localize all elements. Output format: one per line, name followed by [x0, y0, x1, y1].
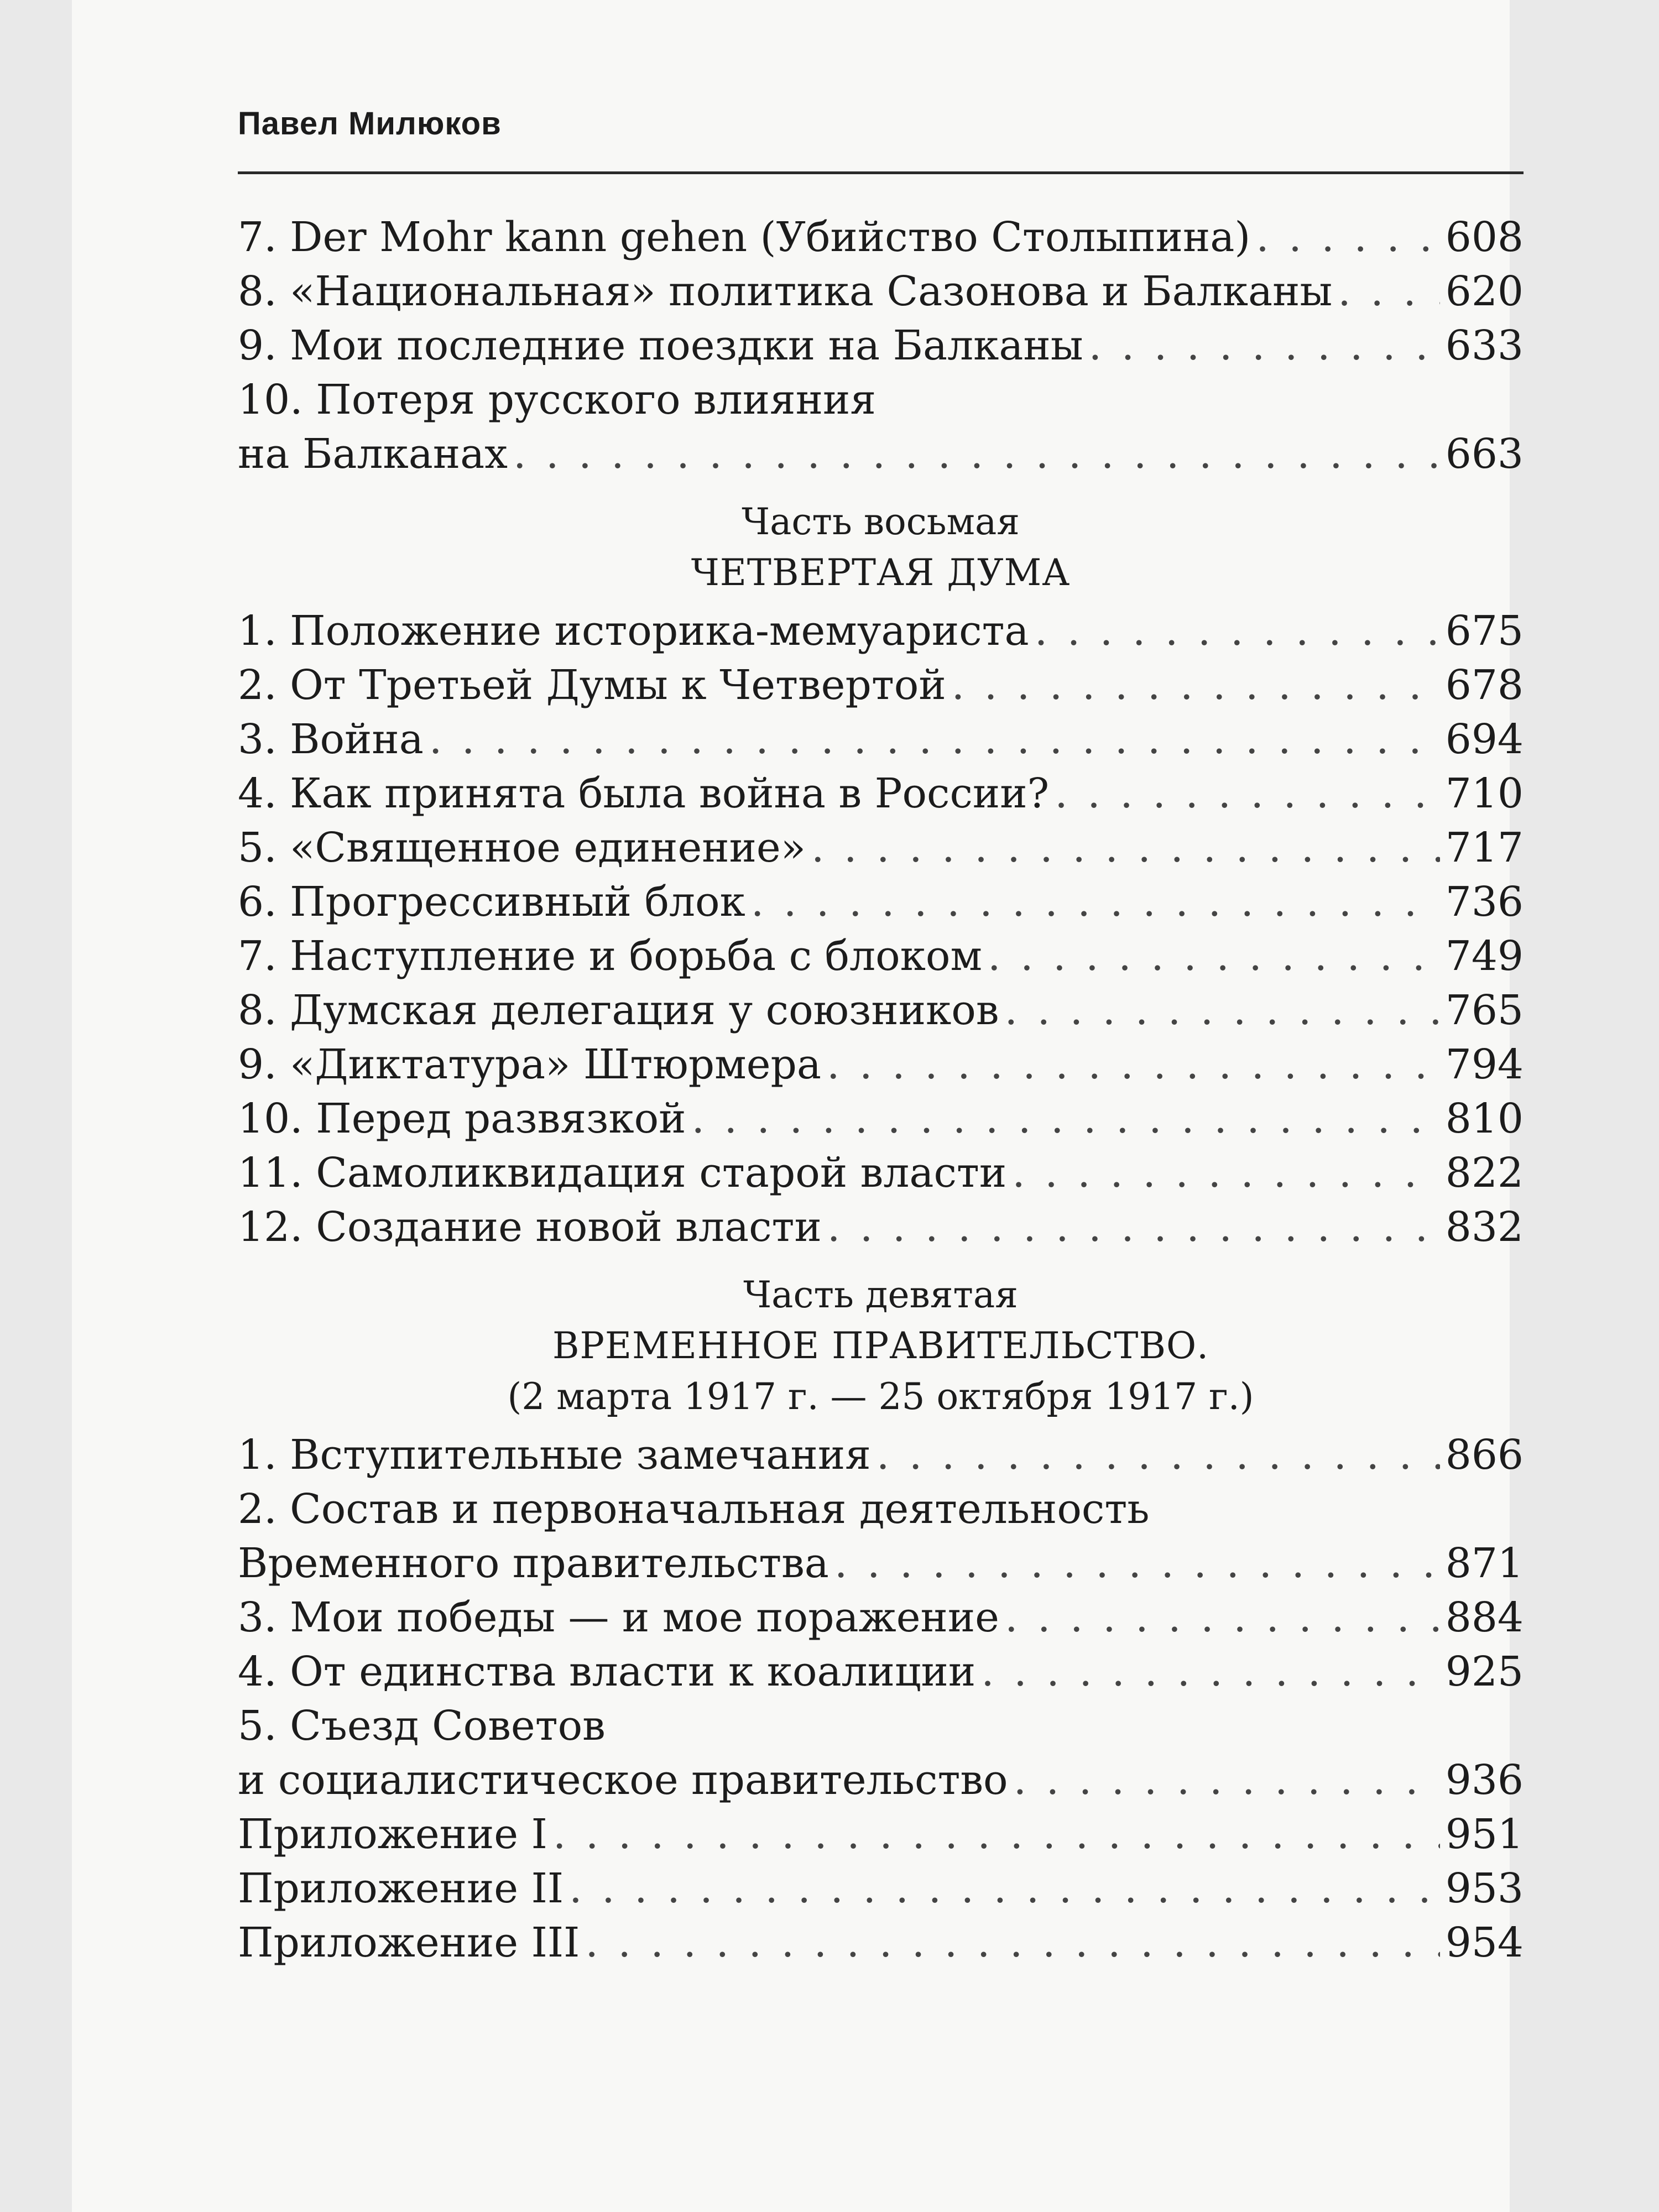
toc-entry-line2 [238, 1536, 1524, 1590]
toc-entry-appendix [238, 1861, 1524, 1916]
toc-entry-title: 12. Создание новой власти [238, 1203, 822, 1251]
toc-leader [827, 1037, 1440, 1092]
toc-entry-title-line2: на Балканах [238, 430, 508, 478]
toc-entry-page: 694 [1445, 716, 1524, 763]
toc-leader [1014, 1753, 1440, 1807]
toc-entry-title: 11. Самоликвидация старой власти [238, 1149, 1007, 1197]
toc-entry [238, 929, 1524, 983]
toc-entry-line2 [238, 1753, 1524, 1807]
toc-entry-page: 936 [1445, 1756, 1524, 1804]
toc-entry [238, 1037, 1524, 1092]
toc-entry-page: 663 [1445, 430, 1524, 478]
toc-entry-title: 1. Положение историка-мемуариста [238, 607, 1029, 655]
toc-leader [569, 1861, 1440, 1916]
part-label: Часть восьмая [742, 500, 1020, 543]
toc-entry [238, 264, 1524, 319]
toc-entry-page: 866 [1445, 1431, 1524, 1479]
toc-entry [238, 766, 1524, 821]
toc-entry-title: 4. Как принята была война в России? [238, 770, 1050, 817]
toc-entry-title: Приложение III [238, 1919, 580, 1966]
toc-entry-page: 675 [1445, 607, 1524, 655]
toc-entry [238, 1590, 1524, 1645]
toc-entry-multiline [238, 373, 1524, 481]
toc-leader [1338, 264, 1439, 319]
toc-entry-title: 3. Война [238, 716, 424, 763]
table-of-contents [238, 210, 1524, 1970]
toc-entry [238, 712, 1524, 766]
toc-entry-title-line2: и социалистическое правительство [238, 1756, 1008, 1804]
toc-leader [751, 875, 1440, 929]
toc-entry-page: 953 [1445, 1865, 1524, 1912]
running-header-author: Павел Милюков [238, 106, 502, 142]
toc-leader [877, 1428, 1440, 1482]
toc-leader [827, 1200, 1440, 1254]
toc-entry-title: 8. «Национальная» политика Сазонова и Балканы [238, 268, 1333, 315]
toc-entry-page: 620 [1445, 268, 1524, 315]
toc-leader [952, 658, 1440, 712]
toc-entry-page: 951 [1445, 1811, 1524, 1858]
toc-entry [238, 1200, 1524, 1254]
part-title: ВРЕМЕННОЕ ПРАВИТЕЛЬСТВО. [552, 1324, 1209, 1367]
toc-entry [238, 875, 1524, 929]
toc-entry-title-line1: 10. Потеря русского влияния [238, 376, 877, 424]
toc-entry-page: 678 [1445, 661, 1524, 709]
toc-leader [981, 1645, 1440, 1699]
toc-entry-title: 1. Вступительные замечания [238, 1431, 871, 1479]
toc-entry-title: 2. От Третьей Думы к Четвертой [238, 661, 946, 709]
header-rule [238, 171, 1524, 174]
toc-entry [238, 821, 1524, 875]
part-dates: (2 марта 1917 г. — 25 октября 1917 г.) [507, 1375, 1254, 1418]
toc-entry-title: 9. Мои последние поездки на Балканы [238, 322, 1083, 369]
toc-entry [238, 983, 1524, 1037]
toc-entry-title: 7. Наступление и борьба с блоком [238, 932, 983, 980]
toc-entry-title-line1: 5. Съезд Советов [238, 1702, 606, 1750]
toc-leader [691, 1092, 1439, 1146]
toc-entry-title: Приложение II [238, 1865, 564, 1912]
part-label: Часть девятая [743, 1274, 1018, 1316]
toc-entry-page: 736 [1445, 878, 1524, 926]
toc-entry-page: 925 [1445, 1648, 1524, 1695]
toc-entry-title: 7. Der Mohr kann gehen (Убийство Столыпина) [238, 213, 1251, 261]
toc-entry-page: 794 [1445, 1041, 1524, 1088]
toc-leader [1005, 1590, 1440, 1645]
toc-entry-appendix [238, 1807, 1524, 1861]
toc-entry-line2 [238, 427, 1524, 481]
toc-leader [1035, 604, 1440, 658]
toc-leader [834, 1536, 1440, 1590]
toc-leader [1005, 983, 1440, 1037]
toc-entry-page: 608 [1445, 213, 1524, 261]
toc-entry [238, 604, 1524, 658]
toc-entry-title-line2: Временного правительства [238, 1540, 829, 1587]
toc-entry-page: 765 [1445, 987, 1524, 1034]
toc-entry [238, 658, 1524, 712]
toc-entry-page: 810 [1445, 1095, 1524, 1142]
part-title: ЧЕТВЕРТАЯ ДУМА [691, 551, 1071, 594]
toc-entry-title-line1: 2. Состав и первоначальная деятельность [238, 1485, 1150, 1533]
toc-entry [238, 319, 1524, 373]
toc-leader [429, 712, 1440, 766]
toc-entry-page: 633 [1445, 322, 1524, 369]
toc-entry-page: 871 [1445, 1540, 1524, 1587]
toc-entry-page: 822 [1445, 1149, 1524, 1197]
toc-leader [1089, 319, 1440, 373]
toc-entry [238, 1428, 1524, 1482]
toc-entry-title: 4. От единства власти к коалиции [238, 1648, 976, 1695]
toc-entry [238, 210, 1524, 264]
toc-entry-title: Приложение I [238, 1811, 547, 1858]
toc-entry [238, 1146, 1524, 1200]
toc-entry-appendix [238, 1916, 1524, 1970]
toc-leader [1012, 1146, 1440, 1200]
toc-entry-title: 9. «Диктатура» Штюрмера [238, 1041, 821, 1088]
toc-leader [513, 427, 1440, 481]
toc-entry [238, 1645, 1524, 1699]
toc-leader [585, 1916, 1439, 1970]
toc-entry-page: 954 [1445, 1919, 1524, 1966]
toc-leader [811, 821, 1440, 875]
toc-leader [1256, 210, 1440, 264]
toc-entry-page: 884 [1445, 1594, 1524, 1641]
toc-entry-multiline [238, 1699, 1524, 1807]
toc-entry-page: 717 [1445, 824, 1524, 872]
book-page [72, 0, 1524, 2212]
toc-leader [1055, 766, 1440, 821]
toc-leader [988, 929, 1440, 983]
toc-entry-title: 8. Думская делегация у союзников [238, 987, 999, 1034]
toc-leader [553, 1807, 1440, 1861]
toc-entry-title: 3. Мои победы — и мое поражение [238, 1594, 999, 1641]
toc-entry-page: 832 [1445, 1203, 1524, 1251]
toc-entry-title: 6. Прогрессивный блок [238, 878, 745, 926]
toc-entry [238, 1092, 1524, 1146]
toc-entry-title: 10. Перед развязкой [238, 1095, 686, 1142]
toc-entry-multiline [238, 1482, 1524, 1590]
toc-entry-page: 710 [1445, 770, 1524, 817]
toc-entry-page: 749 [1445, 932, 1524, 980]
toc-entry-title: 5. «Священное единение» [238, 824, 806, 872]
